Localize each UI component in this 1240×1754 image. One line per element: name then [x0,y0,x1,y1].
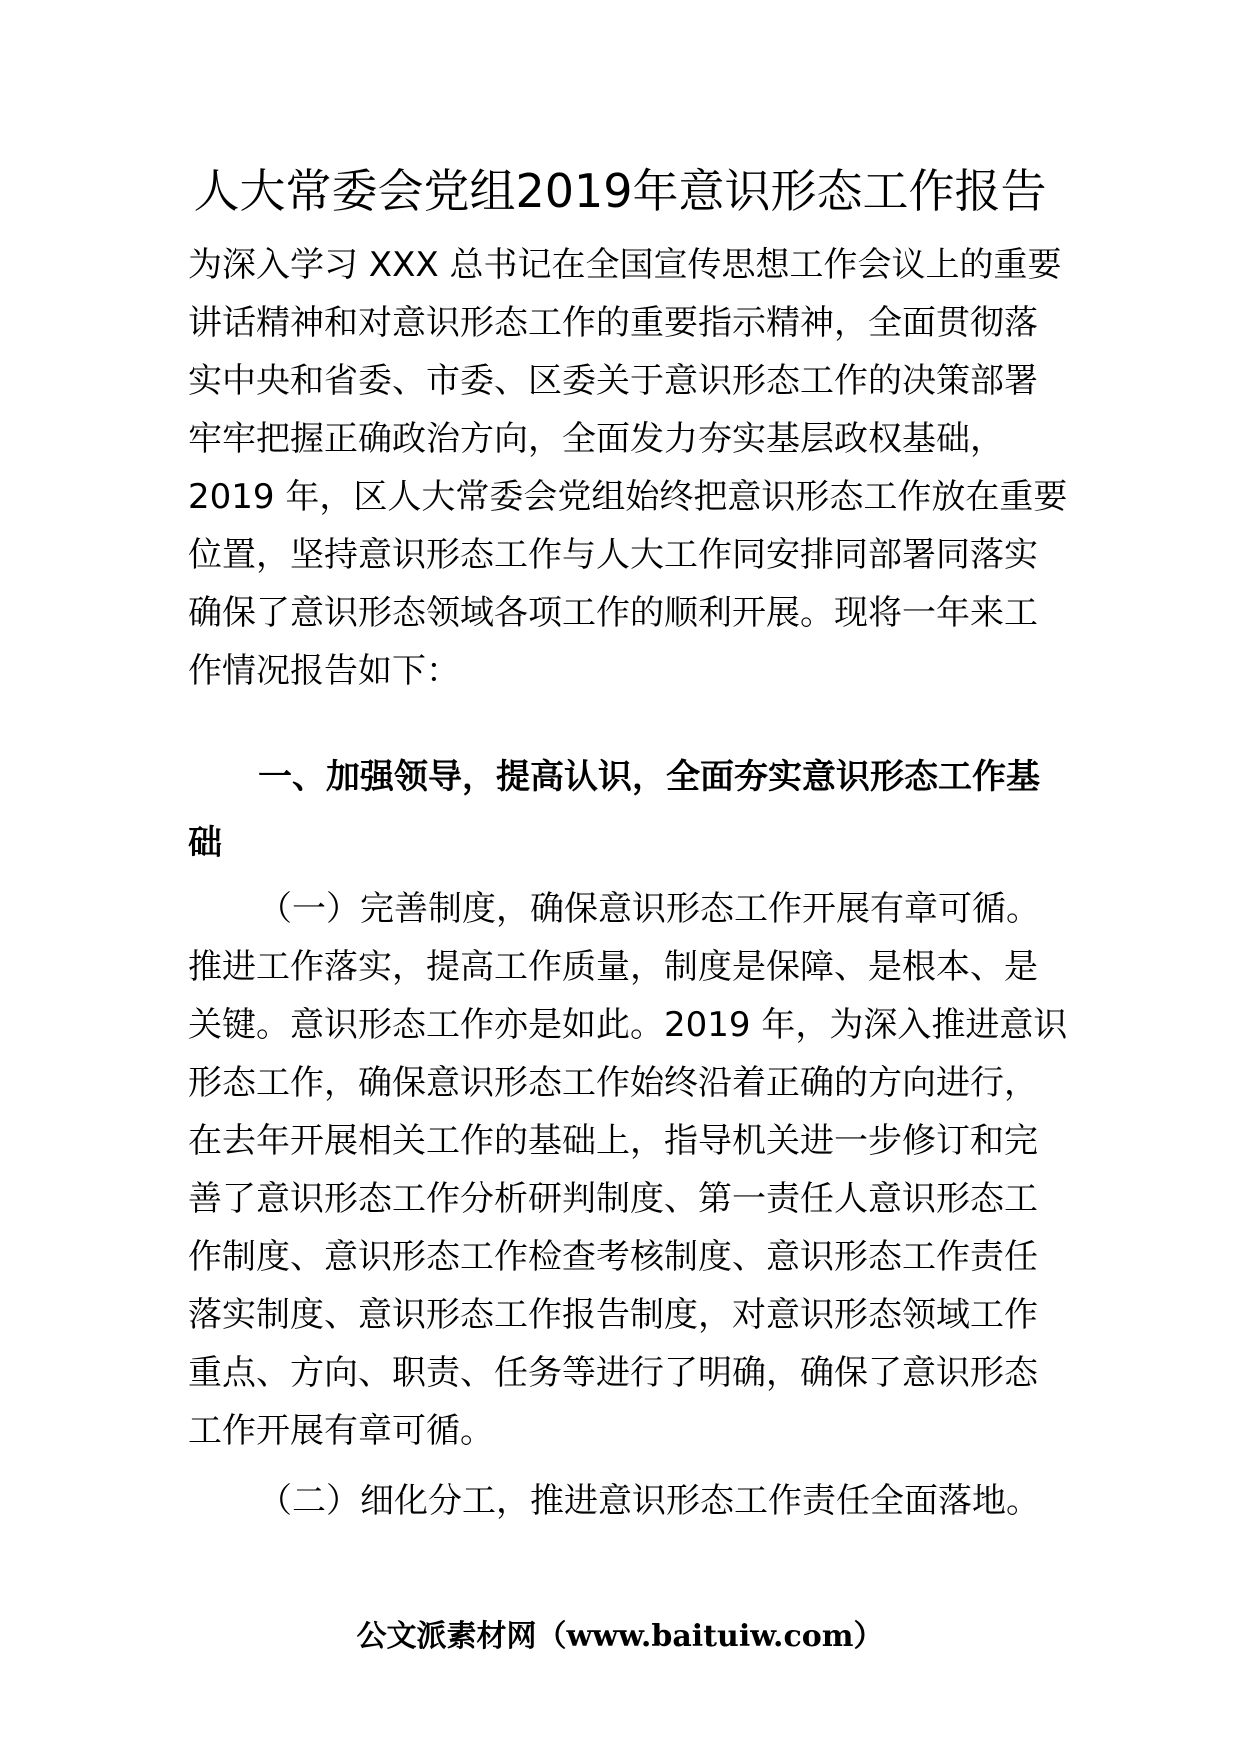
body-line: 2019 年，区人大常委会党组始终把意识形态工作放在重要 [188,477,1068,517]
body-line: 工作开展有章可循。 [188,1411,494,1451]
body-line: 推进工作落实，提高工作质量，制度是保障、是根本、是 [188,947,1038,987]
body-line: 牢牢把握正确政治方向，全面发力夯实基层政权基础， [188,419,1004,459]
body-line: 为深入学习 XXX 总书记在全国宣传思想工作会议上的重要 [188,245,1062,285]
body-line: 重点、方向、职责、任务等进行了明确，确保了意识形态 [188,1353,1038,1393]
body-line: 作情况报告如下： [188,651,460,691]
body-line: 关键。意识形态工作亦是如此。2019 年，为深入推进意识 [188,1005,1068,1045]
body-line: 形态工作，确保意识形态工作始终沿着正确的方向进行， [188,1063,1038,1103]
footer-watermark: 公文派素材网（www.baituiw.com） [356,1619,884,1654]
body-line: 确保了意识形态领域各项工作的顺利开展。现将一年来工 [188,593,1038,633]
subsection-heading: （二）细化分工，推进意识形态工作责任全面落地。 [258,1481,1040,1521]
section-heading: 一、加强领导，提高认识，全面夯实意识形态工作基 [258,757,1040,797]
body-line: 位置，坚持意识形态工作与人大工作同安排同部署同落实 [188,535,1038,575]
body-line: 作制度、意识形态工作检查考核制度、意识形态工作责任 [188,1237,1038,1277]
body-line: 实中央和省委、市委、区委关于意识形态工作的决策部署 [188,361,1038,401]
subsection-heading: （一）完善制度，确保意识形态工作开展有章可循。 [258,889,1040,929]
document-title: 人大常委会党组2019年意识形态工作报告 [193,164,1047,218]
section-heading-continued: 础 [188,823,222,863]
body-line: 落实制度、意识形态工作报告制度，对意识形态领域工作 [188,1295,1038,1335]
body-line: 善了意识形态工作分析研判制度、第一责任人意识形态工 [188,1179,1038,1219]
body-line: 讲话精神和对意识形态工作的重要指示精神，全面贯彻落 [188,303,1038,343]
body-line: 在去年开展相关工作的基础上，指导机关进一步修订和完 [188,1121,1038,1161]
